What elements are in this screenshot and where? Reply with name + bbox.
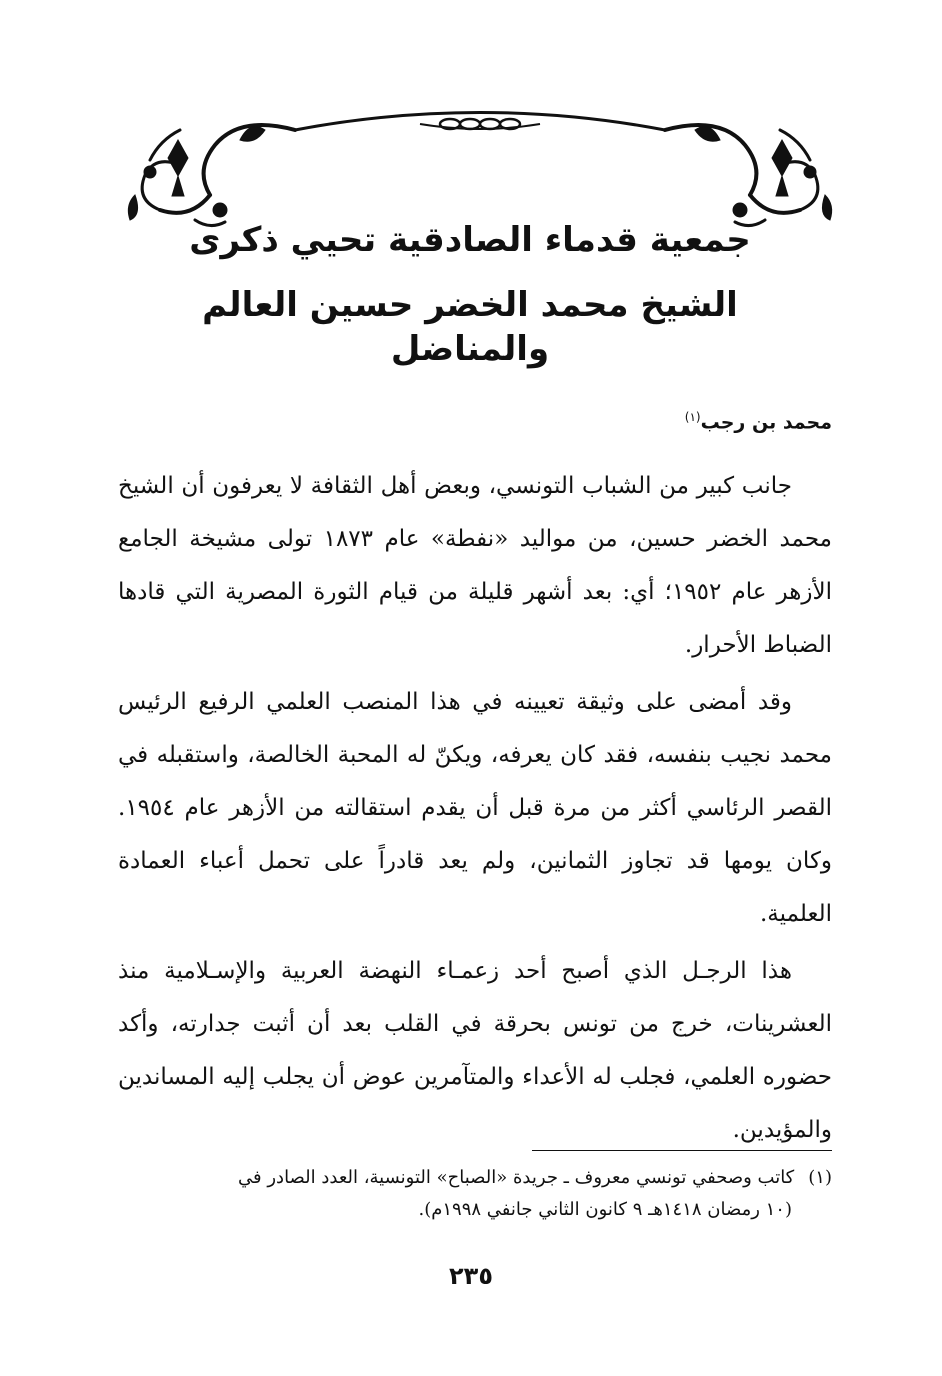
footnote-mark: (١)	[808, 1167, 832, 1188]
paragraph: وقد أمضى على وثيقة تعيينه في هذا المنصب العلمي الرفيع الرئيس محمد نجيب بنفسه، فقد كان يعرفه، ويكنّ له المحبة الخالصة، واستقبله في القصر الرئاسي أكثر من مرة قبل أن يقدم استقالته من الأزهر عام ١٩٥٤. وكان يومها قد تجاوز الثمانين، ولم يعد قادراً على تحمل أعباء العمادة العلمية.	[118, 689, 832, 927]
paragraph: هذا الرجـل الذي أصبح أحد زعمـاء النهضة العربية والإسـلامية منذ العشرينات، خرج من تونس بحرقة في القلب بعد أن أثبت جدارته، وأكد حضوره العلمي، فجلب له الأعداء والمتآمرين عوض أن يجلب إليه المساندين والمؤيدين.	[118, 958, 832, 1143]
footnote	[118, 1162, 832, 1226]
page-number: ٢٣٥	[449, 1262, 493, 1290]
paragraph: جانب كبير من الشباب التونسي، وبعض أهل الثقافة لا يعرفون أن الشيخ محمد الخضر حسين، من مواليد «نفطة» عام ١٨٧٣ تولى مشيخة الجامع الأزهر عام ١٩٥٢؛ أي: بعد أشهر قليلة من قيام الثورة المصرية التي قادها الضباط الأحرار.	[118, 473, 832, 658]
author-footnote-mark: (١)	[684, 410, 701, 424]
footnote-line-2: (١٠ رمضان ١٤١٨هـ ٩ كانون الثاني جانفي ١٩٩٨م).	[418, 1199, 792, 1220]
article-title-line-1: جمعية قدماء الصادقية تحيي ذكرى	[189, 220, 751, 260]
footnote-line-1: كاتب وصحفي تونسي معروف ـ جريدة «الصباح» التونسية، العدد الصادر في	[238, 1167, 795, 1188]
article-body	[118, 460, 832, 1161]
author-byline	[685, 410, 832, 433]
article-title-line-2: الشيخ محمد الخضر حسين العالم والمناضل	[202, 285, 738, 369]
author-name: محمد بن رجب	[700, 411, 832, 434]
footnote-divider	[532, 1150, 832, 1151]
